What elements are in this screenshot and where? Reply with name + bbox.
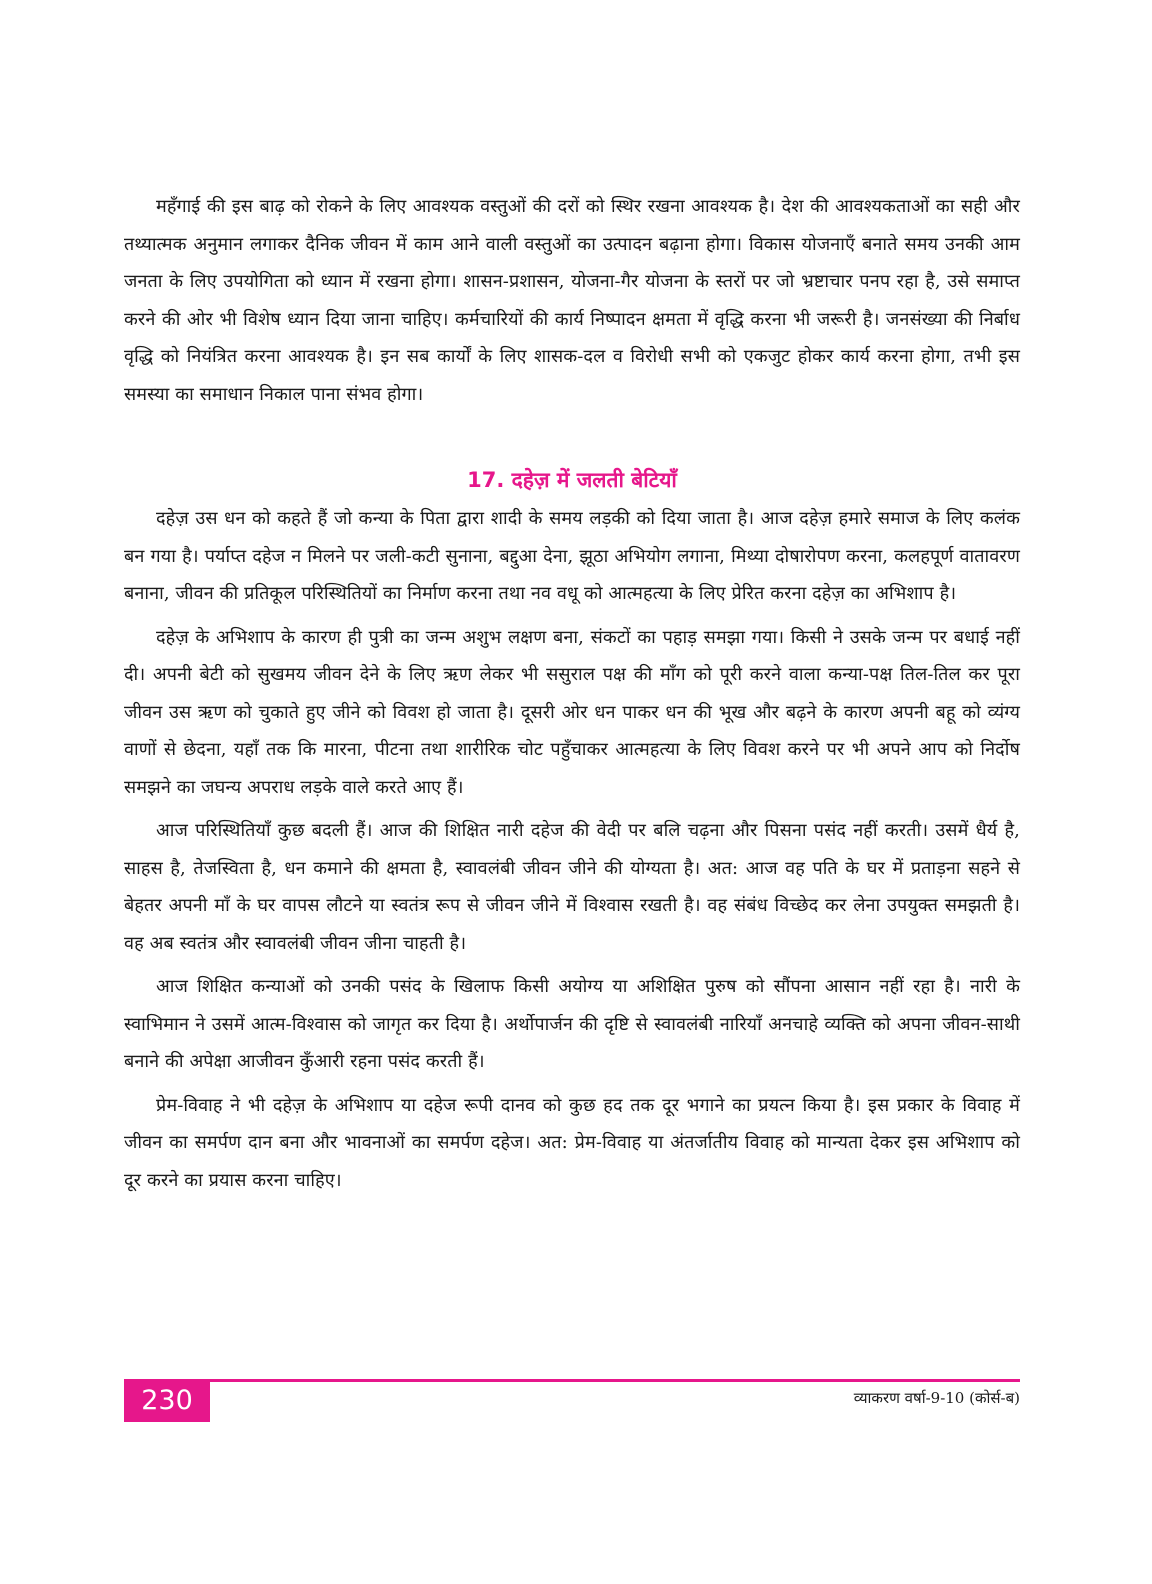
body-paragraph: आज परिस्थितियाँ कुछ बदली हैं। आज की शिक्षित नारी दहेज की वेदी पर बलि चढ़ना और पिसना पसंद नहीं करती। उसमें धैर्य है, साहस है, तेजस्विता है, धन कमाने की क्षमता है, स्वावलंबी जीवन जीने की योग्यता है। अत: आज वह पति के घर में प्रताड़ना सहने से बेहतर अपनी माँ के घर वापस लौटने या स्वतंत्र रूप से जीवन जीने में विश्वास रखती है। वह संबंध विच्छेद कर लेना उपयुक्त समझती है। वह अब स्वतंत्र और स्वावलंबी जीवन जीना चाहती है। xyxy=(124,820,1020,954)
book-title: व्याकरण वर्षा-9-10 (कोर्स-ब) xyxy=(853,1389,1020,1407)
footer-rule xyxy=(124,1379,1020,1382)
page-content xyxy=(124,188,1020,1205)
section-heading: 17. दहेज़ में जलती बेटियाँ xyxy=(467,468,677,492)
page-number: 230 xyxy=(124,1380,210,1422)
body-paragraph: आज शिक्षित कन्याओं को उनकी पसंद के खिलाफ किसी अयोग्य या अशिक्षित पुरुष को सौंपना आसान नहीं रहा है। नारी के स्वाभिमान ने उसमें आत्म-विश्वास को जागृत कर दिया है। अर्थोपार्जन की दृष्टि से स्वावलंबी नारियाँ अनचाहे व्यक्ति को अपना जीवन-साथी बनाने की अपेक्षा आजीवन कुँआरी रहना पसंद करती हैं। xyxy=(124,976,1020,1072)
body-paragraph: दहेज़ उस धन को कहते हैं जो कन्या के पिता द्वारा शादी के समय लड़की को दिया जाता है। आज दहेज़ हमारे समाज के लिए कलंक बन गया है। पर्याप्त दहेज न मिलने पर जली-कटी सुनाना, बद्दुआ देना, झूठा अभियोग लगाना, मिथ्या दोषारोपण करना, कलहपूर्ण वातावरण बनाना, जीवन की प्रतिकूल परिस्थितियों का निर्माण करना तथा नव वधू को आत्महत्या के लिए प्रेरित करना दहेज़ का अभिशाप है। xyxy=(124,508,1021,604)
intro-paragraph: महँगाई की इस बाढ़ को रोकने के लिए आवश्यक वस्तुओं की दरों को स्थिर रखना आवश्यक है। देश की आवश्यकताओं का सही और तथ्यात्मक अनुमान लगाकर दैनिक जीवन में काम आने वाली वस्तुओं का उत्पादन बढ़ाना होगा। विकास योजनाएँ बनाते समय उनकी आम जनता के लिए उपयोगिता को ध्यान में रखना होगा। शासन-प्रशासन, योजना-गैर योजना के स्तरों पर जो भ्रष्टाचार पनप रहा है, उसे समाप्त करने की ओर भी विशेष ध्यान दिया जाना चाहिए। कर्मचारियों की कार्य निष्पादन क्षमता में वृद्धि करना भी जरूरी है। जनसंख्या की निर्बाध वृद्धि को नियंत्रित करना आवश्यक है। इन सब कार्यों के लिए शासक-दल व विरोधी सभी को एकजुट होकर कार्य करना होगा, तभी इस समस्या का समाधान निकाल पाना संभव होगा। xyxy=(124,196,1020,405)
body-paragraph: दहेज़ के अभिशाप के कारण ही पुत्री का जन्म अशुभ लक्षण बना, संकटों का पहाड़ समझा गया। किसी ने उसके जन्म पर बधाई नहीं दी। अपनी बेटी को सुखमय जीवन देने के लिए ऋण लेकर भी ससुराल पक्ष की माँग को पूरी करने वाला कन्या-पक्ष तिल-तिल कर पूरा जीवन उस ऋण को चुकाते हुए जीने को विवश हो जाता है। दूसरी ओर धन पाकर धन की भूख और बढ़ने के कारण अपनी बहू को व्यंग्य वाणों से छेदना, यहाँ तक कि मारना, पीटना तथा शारीरिक चोट पहुँचाकर आत्महत्या के लिए विवश करने पर भी अपने आप को निर्दोष समझने का जघन्य अपराध लड़के वाले करते आए हैं। xyxy=(124,626,1020,798)
body-paragraph: प्रेम-विवाह ने भी दहेज़ के अभिशाप या दहेज रूपी दानव को कुछ हद तक दूर भगाने का प्रयत्न किया है। इस प्रकार के विवाह में जीवन का समर्पण दान बना और भावनाओं का समर्पण दहेज। अत: प्रेम-विवाह या अंतर्जातीय विवाह को मान्यता देकर इस अभिशाप को दूर करने का प्रयास करना चाहिए। xyxy=(124,1094,1020,1191)
